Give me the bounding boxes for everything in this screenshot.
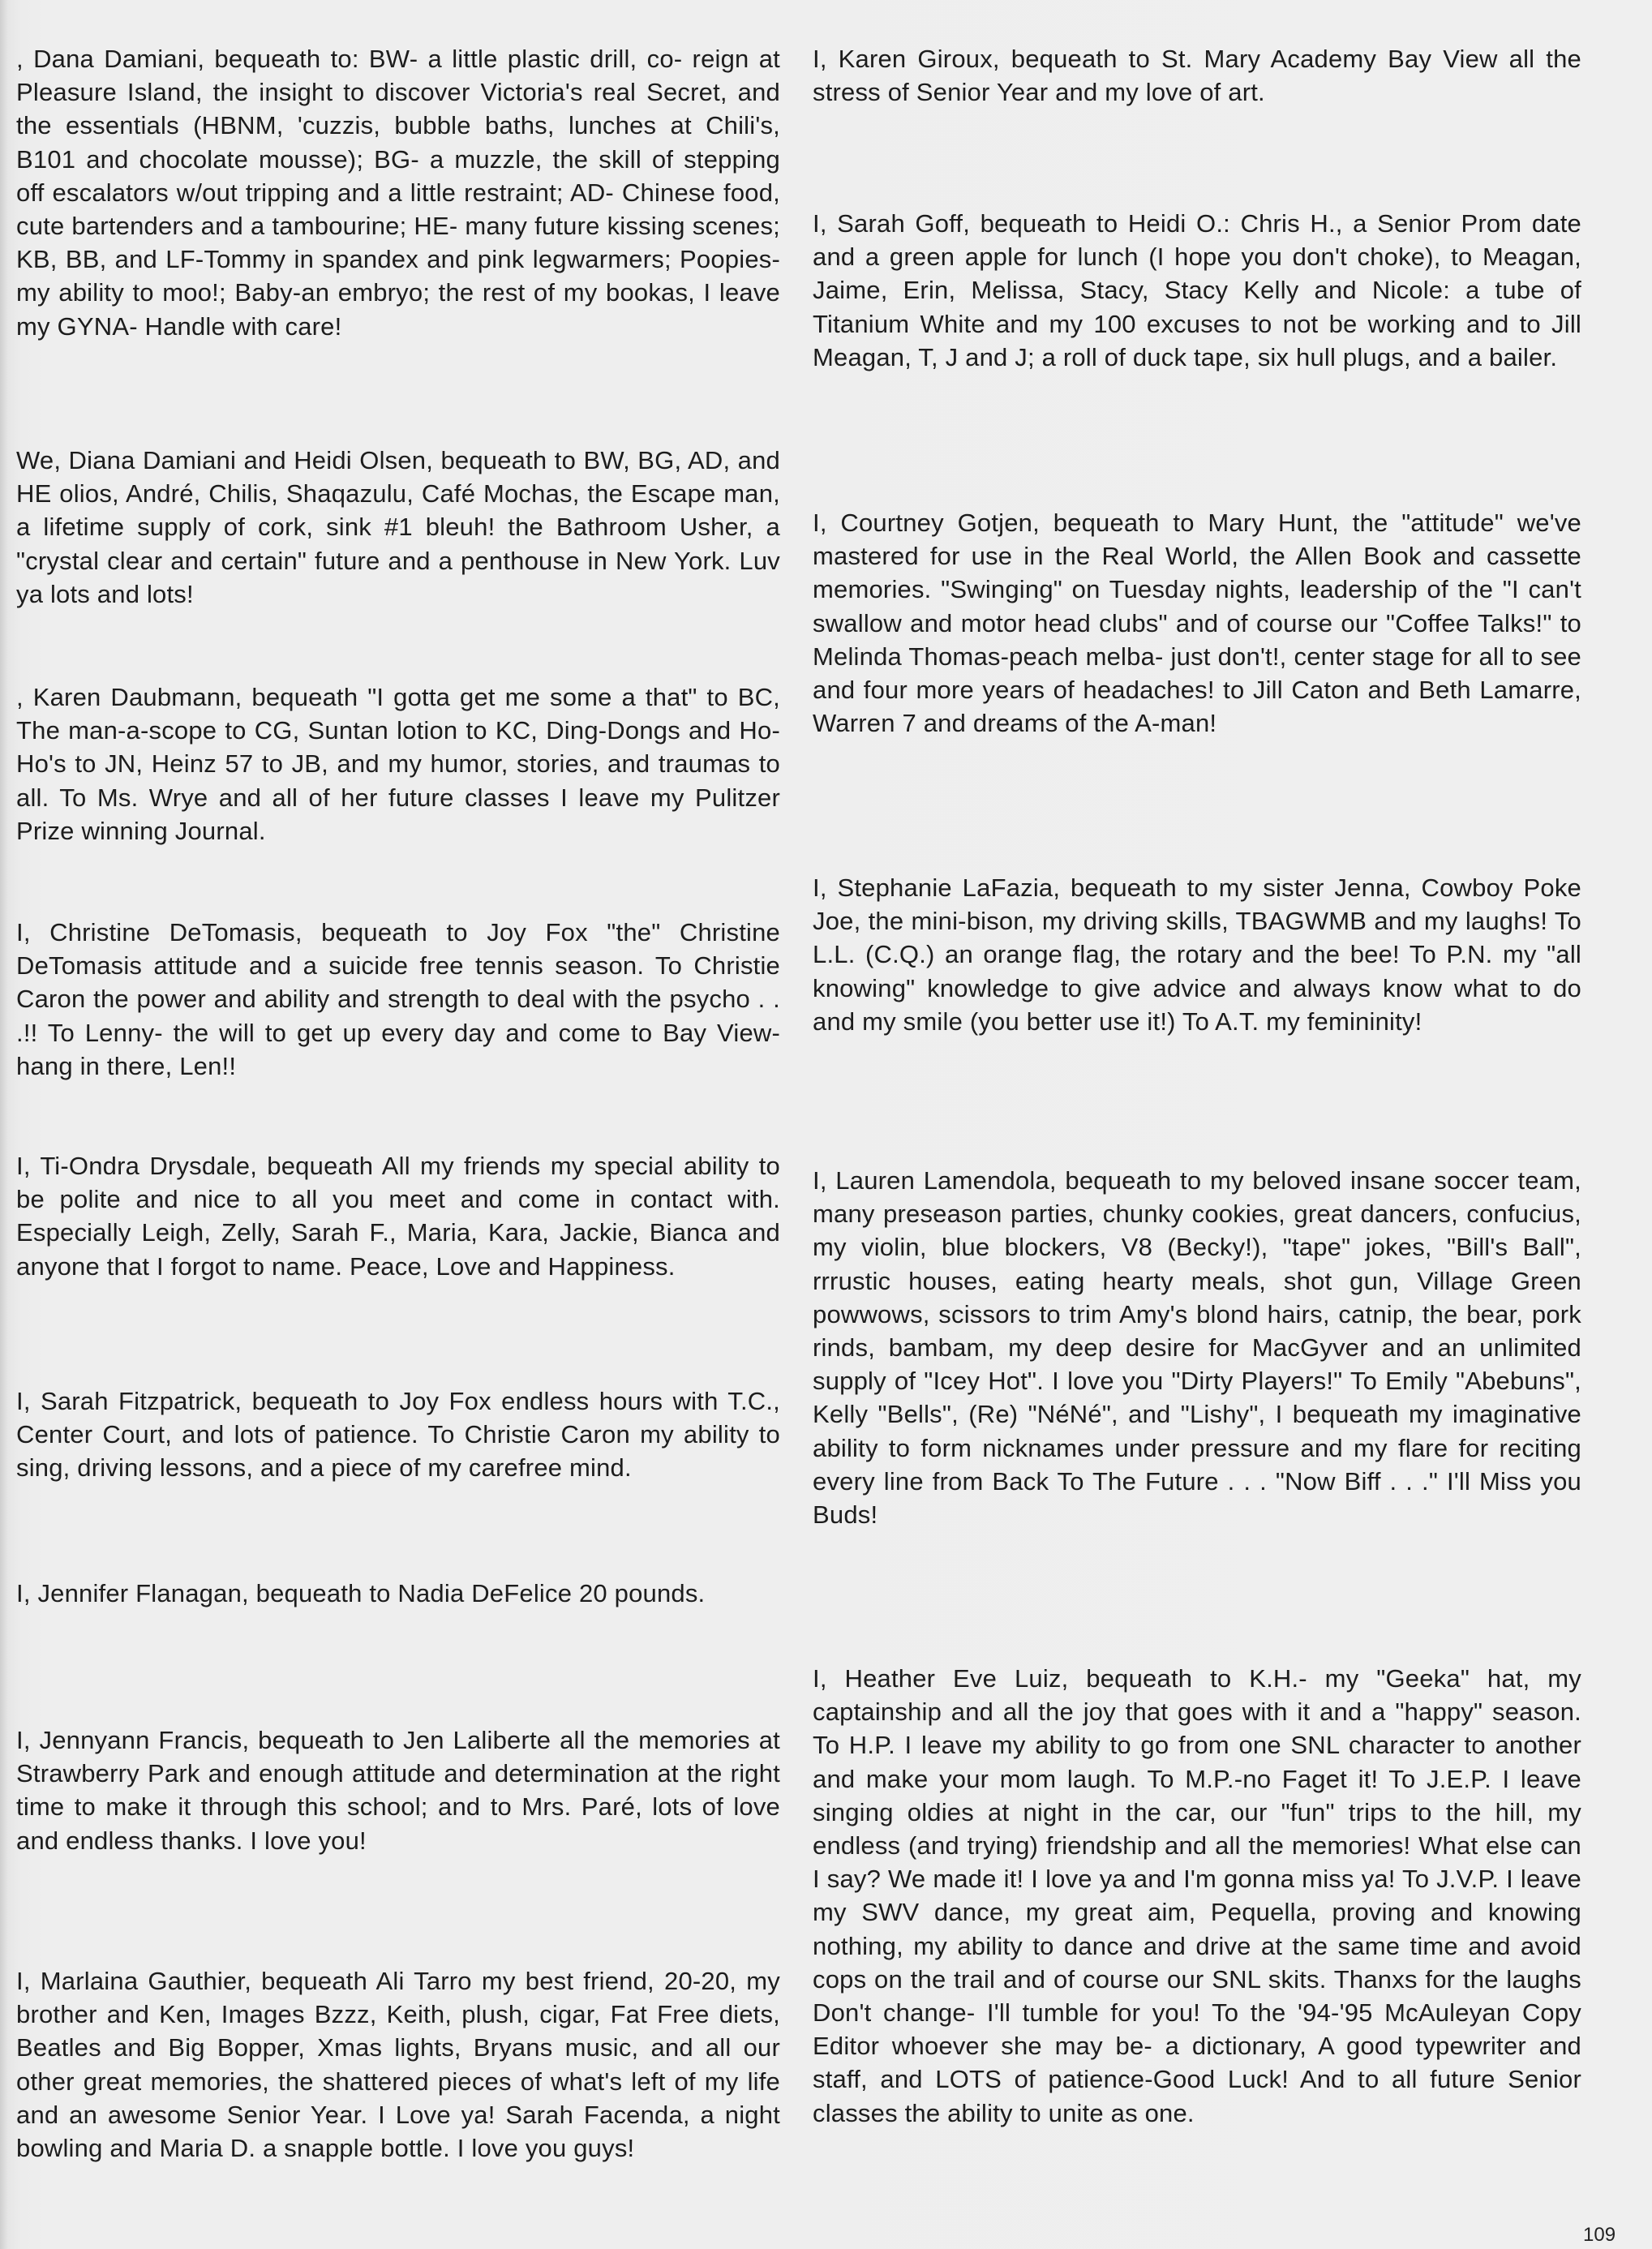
bequest-entry: I, Jennyann Francis, bequeath to Jen Laliberte all the memories at Strawberry Park and enough attitude and determination at the right time to make it through this school; and to Mrs. Paré, lots of love and endless thanks. I love you! (16, 1726, 780, 1855)
bequest-entry: I, Stephanie LaFazia, bequeath to my sister Jenna, Cowboy Poke Joe, the mini-bison, my driving skills, TBAGWMB and my laughs! To L.L. (C.Q.) an orange flag, the rotary and the bee! To P.N. my "all knowing" knowledge to give advice and always know what to do and my smile (you better use it!) To A.T. my femininity! (813, 873, 1581, 1036)
bequest-entry: I, Sarah Goff, bequeath to Heidi O.: Chris H., a Senior Prom date and a green apple for lunch (I hope you don't choke), to Meagan, Jaime, Erin, Melissa, Stacy, Stacy Kelly and Nicole: a tube of Titanium White and my 100 excuses to not be working and to Jill Meagan, T, J and J; a roll of duck tape, six hull plugs, and a bailer. (813, 209, 1581, 371)
bequest-entry: I, Karen Giroux, bequeath to St. Mary Academy Bay View all the stress of Senior Year and my love of art. (813, 45, 1581, 107)
bequest-entry: I, Marlaina Gauthier, bequeath Ali Tarro my best friend, 20-20, my brother and Ken, Images Bzzz, Keith, plush, cigar, Fat Free diets, Beatles and Big Bopper, Xmas lights, Bryans music, and all our other great memories, the shattered pieces of what's left of my life and an awesome Senior Year. I Love ya! Sarah Facenda, a night bowling and Maria D. a snapple bottle. I love you guys! (16, 1967, 780, 2163)
bequest-entry: I, Courtney Gotjen, bequeath to Mary Hunt, the "attitude" we've mastered for use in the Real World, the Allen Book and cassette memories. "Swinging" on Tuesday nights, leadership of the "I can't swallow and motor head clubs" and of course our "Coffee Talks!" to Melinda Thomas-peach melba- just don't!, center stage for all to see and four more years of headaches! to Jill Caton and Beth Lamarre, Warren 7 and dreams of the A-man! (813, 509, 1581, 738)
bequest-entry: I, Lauren Lamendola, bequeath to my beloved insane soccer team, many preseason parties, chunky cookies, great dancers, confucius, my violin, blue blockers, V8 (Becky!), "tape" jokes, "Bill's Ball", rrrustic houses, eating hearty meals, shot gun, Village Green powwows, scissors to trim Amy's blond hairs, catnip, the bear, pork rinds, bambam, my deep desire for MacGyver and an unlimited supply of "Icey Hot". I love you "Dirty Players!" To Emily "Abebuns", Kelly "Bells", (Re) "NéNé", and "Lishy", I bequeath my imaginative ability to form nicknames under pressure and my flare for reciting every line from Back To The Future . . . "Now Biff . . ." I'll Miss you Buds! (813, 1166, 1581, 1530)
bequest-entry: I, Christine DeTomasis, bequeath to Joy Fox "the" Christine DeTomasis attitude and a suicide free tennis season. To Christie Caron the power and ability and strength to deal with the psycho . . .!! To Lenny- the will to get up every day and come to Bay View-hang in there, Len!! (16, 918, 780, 1080)
bequest-entry: I, Sarah Fitzpatrick, bequeath to Joy Fox endless hours with T.C., Center Court, and lots of patience. To Christie Caron my ability to sing, driving lessons, and a piece of my carefree mind. (16, 1387, 780, 1483)
page-spine-shadow (0, 0, 8, 2249)
bequest-entry: I, Heather Eve Luiz, bequeath to K.H.- my "Geeka" hat, my captainship and all the joy that goes with it and a "happy" season. To H.P. I leave my ability to go from one SNL character to another and make your mom laugh. To M.P.-no Faget it! To J.E.P. I leave singing oldies at night in the car, our "fun" trips to the hill, my endless (and trying) friendship and all the memories! What else can I say? We made it! I love ya and I'm gonna miss ya! To J.V.P. I leave my SWV dance, my great aim, Pequella, proving and knowing nothing, my ability to dance and drive at the same time and avoid cops on the trail and of course our SNL skits. Thanxs for the laughs Don't change- I'll tumble for you! To the '94-'95 McAuleyan Copy Editor whoever she may be- a dictionary, A good typewriter and staff, and LOTS of patience-Good Luck! And to all future Senior classes the ability to unite as one. (813, 1664, 1581, 2127)
bequest-entry: , Karen Daubmann, bequeath "I gotta get me some a that" to BC, The man-a-scope to CG, Suntan lotion to KC, Ding-Dongs and Ho-Ho's to JN, Heinz 57 to JB, and my humor, stories, and traumas to all. To Ms. Wrye and all of her future classes I leave my Pulitzer Prize winning Journal. (16, 683, 780, 845)
page-number: 109 (1583, 2224, 1616, 2246)
bequest-entry: I, Jennifer Flanagan, bequeath to Nadia DeFelice 20 pounds. (16, 1579, 706, 1607)
bequest-entry: , Dana Damiani, bequeath to: BW- a little plastic drill, co- reign at Pleasure Island, the insight to discover Victoria's real Secret, and the essentials (HBNM, 'cuzzis, bubble baths, lunches at Chili's, B101 and chocolate mousse); BG- a muzzle, the skill of stepping off escalators w/out tripping and a little restraint; AD- Chinese food, cute bartenders and a tambourine; HE- many future kissing scenes; KB, BB, and LF-Tommy in spandex and pink legwarmers; Poopies- my ability to moo!; Baby-an embryo; the rest of my bookas, I leave my GYNA- Handle with care! (16, 45, 780, 341)
bequest-entry: I, Ti-Ondra Drysdale, bequeath All my friends my special ability to be polite and nice to all you meet and come in contact with. Especially Leigh, Zelly, Sarah F., Maria, Kara, Jackie, Bianca and anyone that I forgot to name. Peace, Love and Happiness. (16, 1152, 780, 1281)
bequest-entry: We, Diana Damiani and Heidi Olsen, bequeath to BW, BG, AD, and HE olios, André, Chilis, Shaqazulu, Café Mochas, the Escape man, a lifetime supply of cork, sink #1 bleuh! the Bathroom Usher, a "crystal clear and certain" future and a penthouse in New York. Luv ya lots and lots! (16, 446, 780, 608)
